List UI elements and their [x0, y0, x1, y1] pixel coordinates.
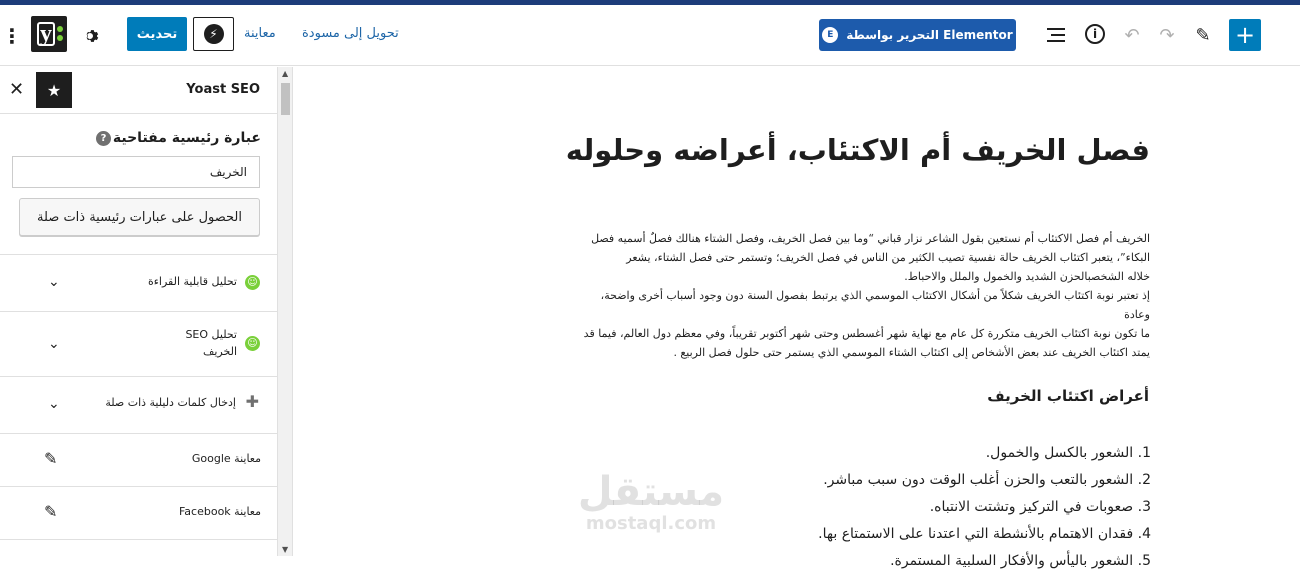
list-view-icon[interactable]: [1047, 24, 1069, 46]
paragraph-line: الخريف أم فصل الاكتئاب أم نستعين بقول الشاعر نزار قباني “وما بين فصل الخريف، وفصل الشتاء هنالك فصلٌ أسميه فصل: [591, 232, 1150, 245]
elementor-icon: E: [822, 27, 838, 43]
star-icon[interactable]: ★: [36, 72, 72, 108]
section-heading[interactable]: أعراض اكتئاب الخريف: [987, 387, 1149, 405]
more-options-icon[interactable]: ⋮: [2, 24, 22, 48]
close-icon[interactable]: ✕: [9, 79, 25, 100]
gear-icon[interactable]: [82, 25, 104, 47]
bolt-icon: ⚡: [204, 24, 224, 44]
list-item: 3. صعوبات في التركيز وتشتت الانتباه.: [929, 499, 1151, 515]
seo-analysis-section[interactable]: [0, 311, 277, 376]
paragraph-line: إذ تعتبر نوبة اكتئاب الخريف شكلاً من أشكال الاكتئاب الموسمي الذي يرتبط بفصول السنة دون وجود أسباب أخرى واضحة،: [600, 289, 1150, 302]
section-sublabel: الخريف: [202, 345, 237, 358]
watermark-arabic: مستقل: [577, 469, 725, 515]
google-preview-section[interactable]: [0, 433, 277, 486]
performance-button[interactable]: [193, 17, 234, 51]
switch-to-draft-link[interactable]: تحويل إلى مسودة: [302, 26, 399, 41]
section-label: معاينة Google: [191, 452, 261, 465]
paragraph-line: خلاله الشخصبالحزن الشديد والخمول والملل والاحباط.: [904, 270, 1150, 283]
chevron-down-icon: ⌄: [48, 396, 60, 412]
add-block-button[interactable]: [1229, 19, 1261, 51]
section-label: إدخال كلمات دليلية ذات صلة: [105, 396, 236, 409]
list-item: 1. الشعور بالكسل والخمول.: [985, 445, 1151, 461]
watermark: [571, 470, 731, 534]
smiley-good-icon: ☺: [245, 275, 260, 290]
sidebar-header: [0, 67, 277, 114]
facebook-preview-section[interactable]: [0, 486, 277, 539]
yoast-sidebar: [0, 67, 277, 556]
preview-link[interactable]: معاينة: [244, 26, 276, 41]
list-item: 5. الشعور باليأس والأفكار السلبية المستمرة.: [890, 553, 1151, 569]
keyphrase-label: عبارة رئيسية مفتاحية: [112, 130, 261, 146]
chevron-down-icon: ⌄: [48, 274, 60, 290]
list-item: 2. الشعور بالتعب والحزن أغلب الوقت دون سبب مباشر.: [823, 472, 1151, 488]
section-label: معاينة Facebook: [178, 505, 261, 518]
scrollbar-thumb[interactable]: [281, 83, 290, 115]
paragraph-line: البكاء”، يتعبر اكتئاب الخريف حالة نفسية تصيب الكثير من الناس في فصل الخريف؛ وتستمر حتى فصل الشتاء، يشعر: [626, 251, 1150, 264]
update-button[interactable]: تحديث: [127, 17, 187, 51]
scroll-up-icon[interactable]: ▲: [282, 69, 289, 78]
readability-analysis-section[interactable]: [0, 254, 277, 311]
chevron-down-icon: ⌄: [48, 336, 60, 352]
edit-with-elementor-button[interactable]: [819, 19, 1016, 51]
sidebar-title: Yoast SEO: [186, 82, 260, 97]
main-scrollbar[interactable]: [1285, 67, 1300, 556]
elementor-button-label: التحرير بواسطة Elementor: [846, 28, 1013, 42]
sidebar-scrollbar[interactable]: [277, 67, 293, 556]
edit-icon: ✎: [44, 449, 58, 468]
sidebar-divider: [0, 539, 277, 556]
get-related-keyphrases-button[interactable]: الحصول على عبارات رئيسية ذات صلة: [19, 198, 260, 236]
intro-paragraph[interactable]: [514, 229, 1150, 362]
yoast-logo[interactable]: y: [31, 16, 67, 52]
section-label: تحليل قابلية القراءة: [147, 275, 237, 288]
keyphrase-input[interactable]: الخريف: [12, 156, 260, 188]
redo-icon[interactable]: ↷: [1159, 24, 1175, 46]
plus-icon: ✚: [245, 392, 259, 411]
pencil-icon[interactable]: ✎: [1195, 24, 1211, 46]
section-label: تحليل SEO: [185, 328, 237, 341]
paragraph-line: يمتد اكتئاب الخريف عند بعض الأشخاص إلى اكتئاب الشتاء الموسمي الذي يستمر حتى حلول فصل الربيع .: [673, 346, 1150, 359]
smiley-good-icon: ☺: [245, 336, 260, 351]
plus-icon: +: [1234, 21, 1256, 49]
edit-icon: ✎: [44, 502, 58, 521]
editor-canvas: [294, 67, 1285, 569]
related-keyphrases-section[interactable]: [0, 376, 277, 433]
info-icon[interactable]: i: [1085, 24, 1105, 44]
watermark-latin: mostaql.com: [585, 513, 717, 534]
list-item: 4. فقدان الاهتمام بالأنشطة التي اعتدنا على الاستمتاع بها.: [818, 526, 1151, 542]
undo-icon[interactable]: ↶: [1124, 24, 1140, 46]
editor-toolbar: [0, 5, 1300, 66]
post-title[interactable]: فصل الخريف أم الاكتئاب، أعراضه وحلوله: [565, 133, 1150, 167]
paragraph-line: وعادة: [1124, 308, 1150, 321]
paragraph-line: ما تكون نوبة اكتئاب الخريف متكررة كل عام مع نهاية شهر أغسطس وحتى شهر أكتوبر تقريباً، وفي معظم دول العالم، فيما قد: [583, 327, 1150, 340]
scroll-down-icon[interactable]: ▼: [282, 545, 289, 554]
help-icon[interactable]: ?: [96, 131, 111, 146]
